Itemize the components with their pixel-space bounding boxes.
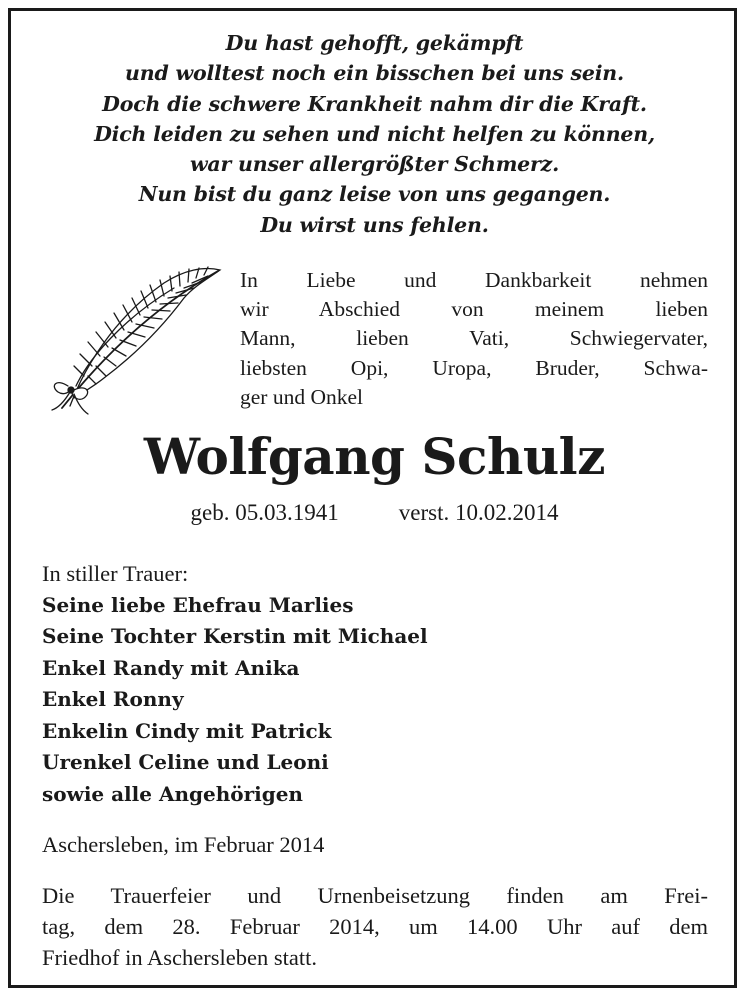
deceased-name: Wolfgang Schulz bbox=[143, 427, 606, 486]
poem-line: Du wirst uns fehlen. bbox=[260, 212, 489, 237]
intro-line: liebsten Opi, Uropa, Bruder, Schwa- bbox=[240, 355, 708, 380]
birth-date: geb. 05.03.1941 bbox=[190, 500, 339, 525]
intro-line: wir Abschied von meinem lieben bbox=[240, 297, 708, 322]
intro-text bbox=[240, 266, 708, 412]
funeral-line: tag, dem 28. Februar 2014, um 14.00 Uhr auf dem bbox=[42, 914, 708, 939]
poem-line: Doch die schwere Krankheit nahm dir die Kraft. bbox=[102, 91, 647, 116]
poem-line: und wolltest noch ein bisschen bei uns sein. bbox=[125, 61, 624, 86]
death-date: verst. 10.02.2014 bbox=[398, 500, 559, 525]
funeral-line: Friedhof in Aschersleben statt. bbox=[42, 945, 317, 970]
mourner-name: Seine Tochter Kerstin mit Michael bbox=[42, 624, 428, 648]
life-dates bbox=[0, 498, 749, 528]
poem-line: Dich leiden zu sehen und nicht helfen zu können, bbox=[94, 121, 655, 146]
mourner-name: Seine liebe Ehefrau Marlies bbox=[42, 592, 354, 617]
mourner-name: Enkel Ronny bbox=[42, 687, 184, 711]
funeral-notice bbox=[42, 880, 708, 973]
poem bbox=[0, 28, 749, 240]
mourner-name: Enkelin Cindy mit Patrick bbox=[42, 718, 332, 743]
poem-line: Nun bist du ganz leise von uns gegangen. bbox=[138, 182, 611, 207]
poem-line: Du hast gehofft, gekämpft bbox=[225, 31, 524, 55]
feather-icon bbox=[44, 258, 224, 418]
place-and-date: Aschersleben, im Februar 2014 bbox=[42, 832, 325, 857]
funeral-line: Die Trauerfeier und Urnenbeisetzung finden am Frei- bbox=[42, 883, 708, 908]
mourners-heading: In stiller Trauer: bbox=[42, 561, 189, 586]
mourner-name: Enkel Randy mit Anika bbox=[42, 655, 300, 680]
mourner-name: Urenkel Celine und Leoni bbox=[42, 750, 329, 774]
mourners-list bbox=[42, 558, 702, 810]
intro-line: In Liebe und Dankbarkeit nehmen bbox=[240, 268, 708, 292]
poem-line: war unser allergrößter Schmerz. bbox=[189, 152, 560, 177]
intro-line: Mann, lieben Vati, Schwiegervater, bbox=[240, 326, 708, 351]
intro-line: ger und Onkel bbox=[240, 384, 363, 409]
mourner-name: sowie alle Angehörigen bbox=[42, 781, 303, 806]
